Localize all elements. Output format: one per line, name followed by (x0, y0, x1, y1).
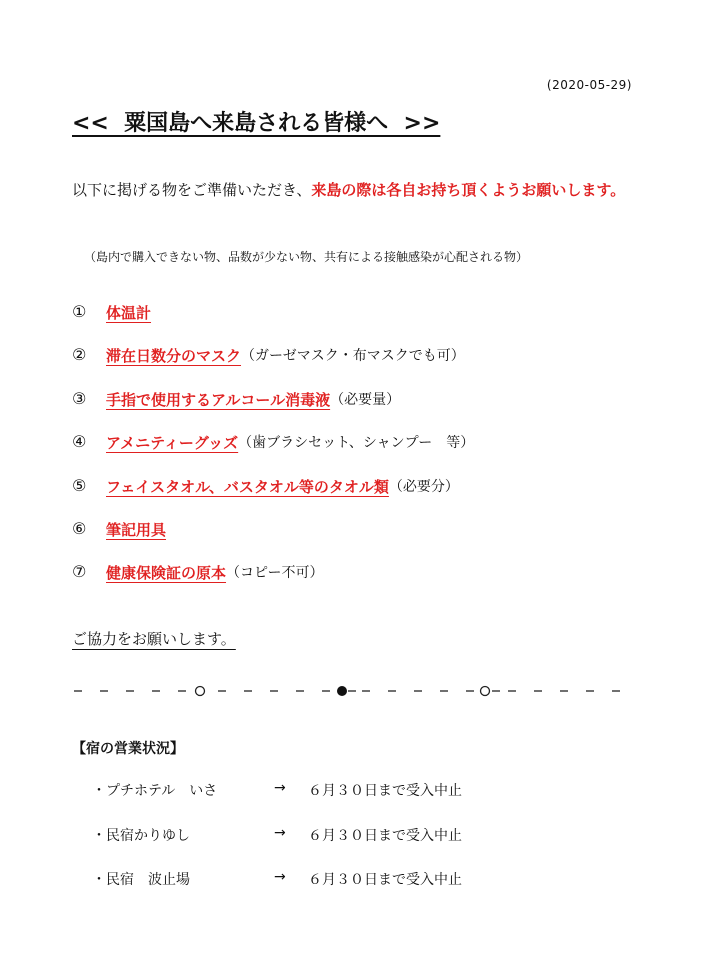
item-number: ④ (72, 432, 87, 452)
hotel-name: ・民宿 波止場 (92, 872, 190, 888)
item-name: 健康保険証の原本 (106, 564, 227, 583)
list-item (72, 345, 474, 388)
list-item (72, 302, 474, 345)
item-name: 手指で使用するアルコール消毒液 (106, 390, 331, 409)
item-number: ① (72, 302, 87, 321)
item-name: フェイスタオル、バスタオル等のタオル類 (106, 477, 389, 496)
dash-dot-divider (72, 679, 632, 703)
item-number: ③ (72, 388, 87, 408)
arrow-icon: → (274, 869, 286, 885)
item-detail: （ガーゼマスク・布マスクでも可） (241, 348, 465, 365)
hotel-name: ・プチホテル いさ (92, 783, 218, 799)
item-number: ⑤ (72, 475, 87, 495)
item-detail: （歯ブラシセット、シャンプー 等） (238, 435, 475, 452)
item-detail: （必要量） (330, 391, 401, 408)
list-item (92, 869, 462, 914)
list-item (72, 562, 474, 605)
list-item (92, 825, 462, 870)
hotel-status: ６月３０日まで受入中止 (308, 827, 462, 844)
item-name: アメニティーグッズ (106, 434, 239, 453)
list-item (72, 476, 474, 519)
hotel-name: ・民宿かりゆし (92, 827, 190, 844)
item-detail: （コピー不可） (226, 565, 324, 582)
arrow-icon: → (274, 780, 286, 796)
document-date: (2020-05-29) (546, 78, 632, 92)
item-number: ② (72, 345, 87, 365)
item-name: 筆記用具 (106, 520, 167, 539)
thanks-message: ご協力をお願いします。 (72, 630, 236, 648)
intro-paragraph (72, 172, 652, 208)
document-title: << 粟国島へ来島される皆様へ >> (72, 111, 441, 136)
lodging-status-list (92, 780, 462, 914)
list-item (72, 389, 474, 432)
list-item (92, 780, 462, 825)
item-name: 体温計 (106, 304, 152, 322)
intro-text: 以下に掲げる物をご準備いただき、 (72, 181, 312, 199)
item-detail: （必要分） (388, 478, 459, 495)
intro-emphasis: 来島の際は各自お持ち頂くようお願いします。 (311, 181, 626, 199)
list-item (72, 519, 474, 562)
required-items-list (72, 302, 474, 606)
hotel-status: ６月３０日まで受入中止 (308, 783, 462, 799)
item-number: ⑥ (72, 518, 87, 538)
item-name: 滞在日数分のマスク (106, 347, 242, 366)
intro-note: （島内で購入できない物、品数が少ない物、共有による接触感染が心配される物） (84, 250, 529, 264)
hotel-status: ６月３０日まで受入中止 (308, 872, 462, 888)
list-item (72, 432, 474, 475)
arrow-icon: → (274, 824, 286, 841)
item-number: ⑦ (72, 562, 87, 582)
section-heading-lodging: 【宿の営業状況】 (72, 741, 184, 757)
